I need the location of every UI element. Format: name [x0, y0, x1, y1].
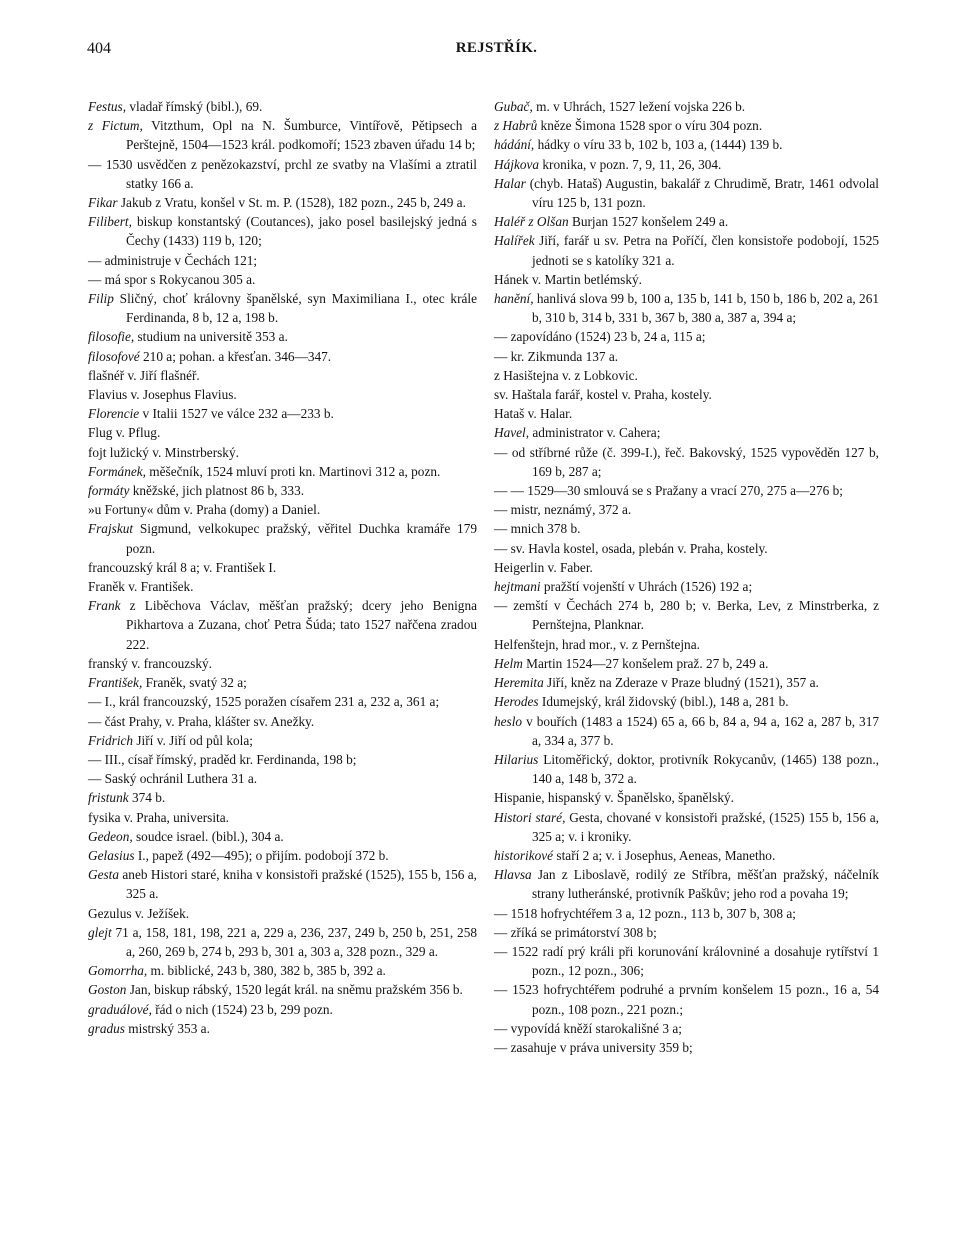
- index-entry: [494, 423, 879, 442]
- index-entry: [88, 712, 477, 731]
- entry-headword: glejt: [88, 924, 112, 940]
- index-entry: [494, 404, 879, 423]
- index-entry: [494, 635, 879, 654]
- entry-text: »u Fortuny« dům v. Praha (domy) a Daniel.: [88, 502, 321, 518]
- entry-text: — sv. Havla kostel, osada, plebán v. Praha, kostely.: [494, 540, 768, 556]
- index-entry: [88, 443, 477, 462]
- entry-headword: z Fictum,: [88, 118, 143, 134]
- index-entry: [88, 827, 477, 846]
- entry-headword: Filibert,: [88, 214, 132, 230]
- entry-text: 71 a, 158, 181, 198, 221 a, 229 a, 236, 237, 249 b, 250 b, 251, 258 a, 260, 269 b, 274 b, 293 b, 301 a, 303 a, 328 pozn., 329 a.: [111, 924, 477, 959]
- entry-headword: Frank: [88, 598, 121, 614]
- entry-text: Jan, biskup rábský, 1520 legát král. na sněmu pražském 356 b.: [126, 982, 463, 998]
- index-entry: [88, 1000, 477, 1019]
- entry-text: Gesta, chované v konsistoři pražské, (1525) 155 b, 156 a, 325 a; v. i kroniky.: [532, 809, 879, 844]
- index-entry: [494, 596, 879, 634]
- entry-text: sv. Haštala farář, kostel v. Praha, kostely.: [494, 387, 712, 403]
- entry-text: — Saský ochránil Luthera 31 a.: [88, 771, 258, 787]
- entry-text: Martin 1524—27 konšelem praž. 27 b, 249 a.: [522, 655, 769, 671]
- index-entry: [494, 212, 879, 231]
- index-entry: [494, 519, 879, 538]
- entry-text: studium na universitě 353 a.: [134, 329, 288, 345]
- entry-text: Helfenštejn, hrad mor., v. z Pernštejna.: [494, 636, 700, 652]
- entry-text: Heigerlin v. Faber.: [494, 559, 593, 575]
- entry-headword: Goston: [88, 982, 127, 998]
- entry-text: — od stříbrné růže (č. 399-I.), řeč. Bakovský, 1525 vypověděn 127 b, 169 b, 287 a;: [494, 444, 879, 479]
- entry-headword: Haléř z Olšan: [494, 214, 569, 230]
- entry-text: měšečník, 1524 mluví proti kn. Martinovi 312 a, pozn.: [145, 463, 441, 479]
- entry-text: kronika, v pozn. 7, 9, 11, 26, 304.: [539, 156, 722, 172]
- index-entry: [494, 865, 879, 903]
- entry-headword: Halar: [494, 175, 526, 191]
- entry-text: — I., král francouzský, 1525 poražen císařem 231 a, 232 a, 361 a;: [88, 694, 440, 710]
- entry-text: Hánek v. Martin betlémský.: [494, 271, 642, 287]
- entry-text: Jakub z Vratu, konšel v St. m. P. (1528), 182 pozn., 245 b, 249 a.: [117, 195, 466, 211]
- entry-headword: Havel,: [494, 425, 530, 441]
- entry-text: z Hasištejna v. z Lobkovic.: [494, 367, 638, 383]
- entry-headword: Frajskut: [88, 521, 134, 537]
- entry-text: mistrský 353 a.: [124, 1020, 210, 1036]
- entry-headword: Herodes: [494, 694, 539, 710]
- index-entry: [88, 577, 477, 596]
- entry-text: pražští vojenští v Uhrách (1526) 192 a;: [540, 579, 753, 595]
- entry-text: — má spor s Rokycanou 305 a.: [88, 271, 256, 287]
- index-entry: [88, 519, 477, 557]
- index-entry: [494, 366, 879, 385]
- entry-headword: historikové: [494, 847, 554, 863]
- entry-text: 374 b.: [128, 790, 166, 806]
- entry-text: 210 a; pohan. a křesťan. 346—347.: [139, 348, 332, 364]
- index-entry: [88, 788, 477, 807]
- entry-headword: Hlavsa: [494, 867, 532, 883]
- entry-text: Hataš v. Halar.: [494, 406, 573, 422]
- entry-text: Flavius v. Josephus Flavius.: [88, 387, 237, 403]
- index-entry: [88, 1019, 477, 1038]
- entry-text: aneb Histori staré, kniha v konsistoři pražské (1525), 155 b, 156 a, 325 a.: [119, 867, 477, 902]
- index-entry: [88, 673, 477, 692]
- entry-text: — mnich 378 b.: [494, 521, 581, 537]
- index-entry: [88, 347, 477, 366]
- index-entry: [494, 155, 879, 174]
- page-header: [87, 40, 906, 64]
- index-entry: [88, 692, 477, 711]
- entry-headword: gradus: [88, 1020, 125, 1036]
- index-entry: [88, 923, 477, 961]
- entry-headword: hejtmani: [494, 579, 541, 595]
- index-entry: [88, 596, 477, 654]
- index-entry: [88, 327, 477, 346]
- entry-text: Franěk, svatý 32 a;: [142, 675, 247, 691]
- entry-text: — mistr, neznámý, 372 a.: [494, 502, 632, 518]
- index-entry: [494, 327, 879, 346]
- index-entry: [88, 251, 477, 270]
- entry-text: (chyb. Hataš) Augustin, bakalář z Chrudimě, Bratr, 1461 odvolal víru 125 b, 131 pozn.: [525, 175, 879, 211]
- index-entry: [494, 289, 879, 327]
- entry-text: Idumejský, král židovský (bibl.), 148 a, 281 b.: [538, 694, 789, 710]
- entry-headword: hádání,: [494, 137, 535, 153]
- entry-text: — III., císař římský, praděd kr. Ferdinanda, 198 b;: [88, 751, 357, 767]
- entry-text: Sličný, choť královny španělské, syn Maximiliana I., otec krále Ferdinanda, 8 b, 12 a, 198 b.: [113, 291, 477, 326]
- entry-text: fojt lužický v. Minstrberský.: [88, 444, 239, 460]
- index-entry: [88, 769, 477, 788]
- entry-text: Jan z Liboslavě, rodilý ze Stříbra, měšťan pražský, náčelník strany lutheránské, protivník Paškův; jeho rod a povaha 19;: [531, 867, 879, 902]
- entry-headword: z Habrů: [494, 118, 538, 134]
- entry-text: vladař římský (bibl.), 69.: [126, 99, 263, 114]
- index-entry: [88, 558, 477, 577]
- entry-headword: heslo: [494, 713, 523, 729]
- index-entry: [88, 116, 477, 154]
- entry-text: soudce israel. (bibl.), 304 a.: [132, 828, 284, 844]
- entry-headword: Histori staré,: [494, 809, 566, 825]
- entry-text: francouzský král 8 a; v. František I.: [88, 559, 277, 575]
- entry-text: — — 1529—30 smlouvá se s Pražany a vrací 270, 275 a—276 b;: [494, 483, 843, 499]
- entry-text: v bouřích (1483 a 1524) 65 a, 66 b, 84 a, 94 a, 162 a, 287 b, 317 a, 334 a, 377 b.: [522, 713, 879, 748]
- index-entry: [494, 673, 879, 692]
- index-entry: [494, 980, 879, 1018]
- index-entry: [494, 385, 879, 404]
- entry-text: kněze Šimona 1528 spor o víru 304 pozn.: [537, 118, 763, 134]
- page-number: 404: [87, 40, 111, 57]
- entry-text: I., papež (492—495); o přijím. podobojí 372 b.: [134, 847, 389, 863]
- entry-headword: Formánek,: [88, 463, 146, 479]
- index-entry: [494, 808, 879, 846]
- index-entry: [88, 846, 477, 865]
- entry-text: — zříká se primátorství 308 b;: [494, 924, 657, 940]
- entry-text: Vitzthum, Opl na N. Šumburce, Vintířově, Pětipsech a Perštejně, 1504—1523 král. podkomoří; 1523 zbaven úřadu 14 b;: [126, 118, 477, 153]
- index-entry: [494, 942, 879, 980]
- index-entry: [494, 270, 879, 289]
- entry-text: hanlivá slova 99 b, 100 a, 135 b, 141 b, 150 b, 186 b, 202 a, 261 b, 310 b, 314 b, 331 b, 367 b, 380 a, 387 a, 394 a;: [532, 291, 879, 326]
- entry-text: Litoměřický, doktor, protivník Rokycanův, (1465) 138 pozn., 140 a, 148 b, 372 a.: [532, 751, 879, 787]
- entry-text: v Italii 1527 ve válce 232 a—233 b.: [139, 406, 334, 422]
- entry-text: — 1522 radí prý králi při korunování královniné a dosahuje rytířství 1 pozn., 12 pozn., 306;: [494, 943, 879, 979]
- entry-text: — administruje v Čechách 121;: [88, 252, 258, 268]
- entry-text: Franěk v. František.: [88, 579, 194, 595]
- entry-headword: Fridrich: [88, 732, 134, 748]
- entry-text: biskup konstantský (Coutances), jako posel basilejský jedná s Čechy (1433) 119 b, 120;: [126, 214, 477, 249]
- entry-text: hádky o víru 33 b, 102 b, 103 a, (1444) 139 b.: [534, 137, 783, 153]
- index-column-right: [494, 97, 879, 1057]
- entry-headword: Gubač,: [494, 99, 533, 114]
- index-entry: [494, 174, 879, 212]
- index-entry: [88, 462, 477, 481]
- index-entry: [88, 500, 477, 519]
- index-entry: [88, 980, 477, 999]
- entry-headword: Gesta: [88, 867, 120, 883]
- index-entry: [88, 97, 477, 116]
- entry-text: franský v. francouzský.: [88, 655, 212, 671]
- index-entry: [88, 385, 477, 404]
- entry-headword: František,: [88, 675, 143, 691]
- index-entry: [88, 481, 477, 500]
- entry-text: fysika v. Praha, universita.: [88, 809, 229, 825]
- index-entry: [88, 404, 477, 423]
- entry-text: m. biblické, 243 b, 380, 382 b, 385 b, 392 a.: [147, 963, 386, 979]
- entry-headword: Hilarius: [494, 751, 539, 767]
- entry-text: — zasahuje v práva university 359 b;: [494, 1039, 693, 1055]
- entry-headword: fristunk: [88, 790, 129, 806]
- entry-text: Burjan 1527 konšelem 249 a.: [568, 214, 729, 230]
- entry-text: — část Prahy, v. Praha, klášter sv. Anežky.: [88, 713, 315, 729]
- entry-headword: Heremita: [494, 675, 544, 691]
- entry-headword: hanění,: [494, 291, 534, 307]
- index-entry: [494, 231, 879, 269]
- index-entry: [494, 116, 879, 135]
- index-entry: [88, 423, 477, 442]
- index-entry: [494, 481, 879, 500]
- index-entry: [88, 750, 477, 769]
- index-entry: [494, 500, 879, 519]
- index-entry: [88, 270, 477, 289]
- entry-headword: Filip: [88, 291, 114, 307]
- index-entry: [494, 692, 879, 711]
- entry-text: staří 2 a; v. i Josephus, Aeneas, Manetho.: [553, 847, 776, 863]
- entry-text: z Liběchova Václav, měšťan pražský; dcery jeho Benigna Pikhartova a Zuzana, choť Petra Šúda; tato 1527 nařčena zradou 222.: [120, 598, 477, 652]
- index-entry: [494, 904, 879, 923]
- entry-text: Hispanie, hispanský v. Španělsko, španělský.: [494, 790, 734, 806]
- entry-text: — vypovídá kněží starokališné 3 a;: [494, 1020, 682, 1036]
- entry-text: administrator v. Cahera;: [529, 425, 661, 441]
- index-entry: [494, 97, 879, 116]
- index-entry: [88, 731, 477, 750]
- index-column-left: [88, 97, 477, 1038]
- entry-headword: Halířek: [494, 233, 535, 249]
- index-entry: [494, 846, 879, 865]
- index-entry: [494, 577, 879, 596]
- index-entry: [88, 289, 477, 327]
- index-entry: [494, 654, 879, 673]
- index-entry: [494, 750, 879, 788]
- entry-text: Jiří, farář u sv. Petra na Poříčí, člen konsistoře podobojí, 1525 jednoti se s katolíky 321 a.: [532, 233, 879, 268]
- entry-headword: Fikar: [88, 195, 118, 211]
- entry-headword: Gelasius: [88, 847, 135, 863]
- index-entry: [494, 1038, 879, 1057]
- entry-text: Jiří v. Jiří od půl kola;: [133, 732, 253, 748]
- entry-text: — kr. Zikmunda 137 a.: [494, 348, 619, 364]
- index-entry: [494, 788, 879, 807]
- entry-text: Sigmund, velkokupec pražský, věřitel Duchka kramáře 179 pozn.: [126, 521, 477, 556]
- entry-headword: Helm: [494, 655, 523, 671]
- entry-text: — 1530 usvědčen z penězokazství, prchl ze svatby na Vlašími a ztratil statky 166 a.: [88, 156, 477, 191]
- index-entry: [494, 923, 879, 942]
- entry-headword: Florencie: [88, 406, 140, 422]
- entry-headword: filosofie,: [88, 329, 135, 345]
- index-entry: [88, 961, 477, 980]
- entry-headword: Hájkova: [494, 156, 540, 172]
- entry-headword: graduálové,: [88, 1001, 152, 1017]
- index-entry: [88, 155, 477, 193]
- index-entry: [494, 347, 879, 366]
- index-entry: [88, 904, 477, 923]
- entry-text: m. v Uhrách, 1527 ležení vojska 226 b.: [532, 99, 746, 114]
- entry-text: řád o nich (1524) 23 b, 299 pozn.: [151, 1001, 333, 1017]
- index-entry: [494, 443, 879, 481]
- entry-text: Jiří, kněz na Zderaze v Praze bludný (1521), 357 a.: [543, 675, 819, 691]
- index-entry: [88, 212, 477, 250]
- entry-text: — 1523 hofrychtéřem podruhé a prvním konšelem 15 pozn., 16 a, 54 pozn., 108 pozn., 221 pozn.;: [494, 982, 879, 1017]
- index-entry: [494, 712, 879, 750]
- index-entry: [88, 808, 477, 827]
- entry-text: kněžské, jich platnost 86 b, 333.: [129, 483, 305, 499]
- entry-headword: Festus,: [88, 99, 127, 114]
- index-entry: [494, 558, 879, 577]
- index-entry: [494, 1019, 879, 1038]
- entry-text: — 1518 hofrychtéřem 3 a, 12 pozn., 113 b, 307 b, 308 a;: [494, 905, 796, 921]
- index-entry: [88, 366, 477, 385]
- entry-headword: Gomorrha,: [88, 963, 148, 979]
- entry-headword: formáty: [88, 483, 130, 499]
- entry-text: — zemští v Čechách 274 b, 280 b; v. Berka, Lev, z Minstrberka, z Pernštejna, Planknar.: [494, 598, 879, 633]
- entry-text: — zapovídáno (1524) 23 b, 24 a, 115 a;: [494, 329, 706, 345]
- entry-text: flašnéř v. Jiří flašnéř.: [88, 367, 200, 383]
- entry-text: Flug v. Pflug.: [88, 425, 161, 441]
- index-entry: [88, 865, 477, 903]
- running-title: REJSTŘÍK.: [455, 40, 538, 56]
- index-entry: [88, 193, 477, 212]
- entry-headword: Gedeon,: [88, 828, 133, 844]
- entry-text: Gezulus v. Ježíšek.: [88, 905, 190, 921]
- index-entry: [494, 135, 879, 154]
- index-entry: [494, 539, 879, 558]
- index-entry: [88, 654, 477, 673]
- entry-headword: filosofové: [88, 348, 140, 364]
